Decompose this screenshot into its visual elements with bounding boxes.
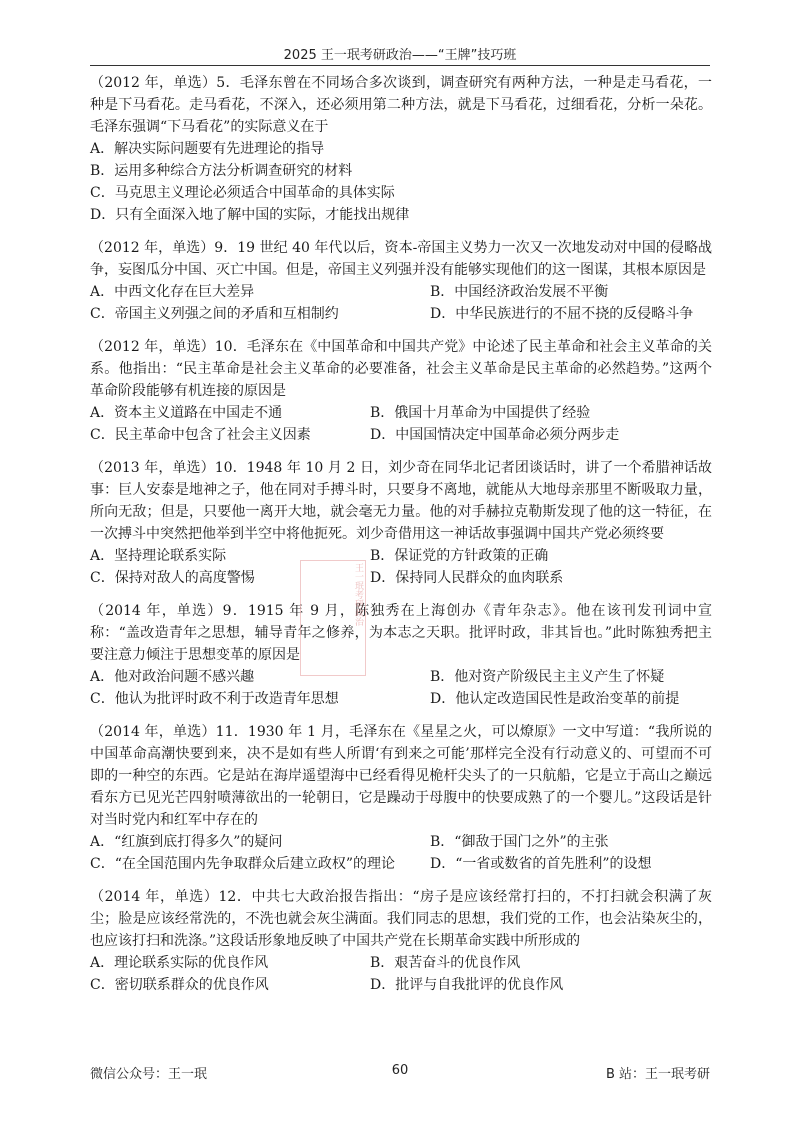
option-b: B．艰苦奋斗的优良作风 (370, 955, 521, 971)
option-b: B．俄国十月革命为中国提供了经验 (370, 405, 591, 421)
question-stem: （2013 年，单选）10．1948 年 10 月 2 日，刘少奇在同华北记者团谈话时，讲了一个希腊神话故事：巨人安泰是地神之子，他在同对手搏斗时，只要身不离地，就能从大地母亲那里不断吸取力量，所向无敌；但是，只要他一离开大地，就会毫无力量。他的对手赫拉克勒斯发现了他的这一特征，在一次搏斗中突然把他举到半空中将他扼死。刘少奇借用这一神话故事强调中国共产党必须终要 (90, 460, 712, 542)
option-a: A．资本主义道路在中国走不通 (90, 405, 283, 421)
option-a: A．坚持理论联系实际 (90, 548, 227, 564)
option-c: C．“在全国范围内先争取群众后建立政权”的理论 (90, 856, 396, 872)
question-1 (90, 72, 712, 226)
option-d: D．他认定改造国民性是政治变革的前提 (430, 691, 680, 707)
option-b: B．保证党的方针政策的正确 (370, 548, 549, 564)
option-b: B．“御敌于国门之外”的主张 (430, 834, 609, 850)
option-d: D．批评与自我批评的优良作风 (370, 977, 564, 993)
watermark-stamp: 王一珉考研政治 (300, 560, 366, 676)
option-d: D．“一省或数省的首先胜利”的设想 (430, 856, 652, 872)
question-stem: （2014 年，单选）9．1915 年 9 月，陈独秀在上海创办《青年杂志》。他在该刊发刊词中宣称：“盖改造青年之思想，辅导青年之修养，为本志之天职。批评时政，非其旨也。”此时陈独秀把主要注意力倾注于思想变革的原因是 (90, 603, 712, 663)
question-6 (90, 721, 712, 875)
option-c: C．帝国主义列强之间的矛盾和互相制约 (90, 306, 339, 322)
page-number: 60 (391, 1063, 409, 1078)
page-footer (90, 1063, 710, 1083)
option-d: D．保持同人民群众的血肉联系 (370, 570, 564, 586)
option-c: C．民主革命中包含了社会主义因素 (90, 427, 311, 443)
question-stem: （2014 年，单选）11．1930 年 1 月，毛泽东在《星星之火，可以燎原》一文中写道：“我所说的中国革命高潮快要到来，决不是如有些人所谓‘有到来之可能’那样完全没有行动意义的、可望而不可即的一种空的东西。它是站在海岸遥望海中已经看得见桅杆尖头了的一只航船，它是立于高山之巅远看东方已见光芒四射喷薄欲出的一轮朝日，它是躁动于母腹中的快要成熟了的一个婴儿。”这段话是针对当时党内和红军中存在的 (90, 724, 712, 828)
option-a: A．理论联系实际的优良作风 (90, 955, 269, 971)
option-a: A．解决实际问题要有先进理论的指导 (90, 141, 325, 157)
options (90, 666, 712, 710)
question-stem: （2012 年，单选）10．毛泽东在《中国革命和中国共产党》中论述了民主革命和社会主义革命的关系。他指出：“民主革命是社会主义革命的必要准备，社会主义革命是民主革命的必然趋势。”这两个革命阶段能够有机连接的原因是 (90, 339, 712, 399)
question-7 (90, 886, 712, 996)
options (90, 831, 712, 875)
question-3 (90, 336, 712, 446)
option-b: B．中国经济政治发展不平衡 (430, 284, 609, 300)
options (90, 545, 712, 589)
option-b: B．运用多种综合方法分析调查研究的材料 (90, 163, 353, 179)
question-2 (90, 237, 712, 325)
footer-bilibili: B 站：王一珉考研 (605, 1067, 710, 1082)
option-c: C．保持对敌人的高度警惕 (90, 570, 255, 586)
option-c: C．密切联系群众的优良作风 (90, 977, 269, 993)
option-a: A．“红旗到底打得多久”的疑问 (90, 834, 283, 850)
option-d: D．中国国情决定中国革命必须分两步走 (370, 427, 620, 443)
header-rule (90, 65, 710, 66)
question-stem: （2012 年，单选）5．毛泽东曾在不同场合多次谈到，调查研究有两种方法，一种是走马看花，一种是下马看花。走马看花，不深入，还必须用第二种方法，就是下马看花，过细看花，分析一朵花。毛泽东强调“下马看花”的实际意义在于 (90, 75, 712, 135)
options (90, 281, 712, 325)
question-5 (90, 600, 712, 710)
options (90, 402, 712, 446)
question-list (90, 72, 712, 1007)
option-d: D．中华民族进行的不屈不挠的反侵略斗争 (430, 306, 694, 322)
question-stem: （2014 年，单选）12．中共七大政治报告指出：“房子是应该经常打扫的，不打扫就会积满了灰尘；脸是应该经常洗的，不洗也就会灰尘满面。我们同志的思想，我们党的工作，也会沾染灰尘的，也应该打扫和洗涤。”这段话形象地反映了中国共产党在长期革命实践中所形成的 (90, 889, 712, 949)
page-header: 2025 王一珉考研政治——“王牌”技巧班 (283, 48, 517, 63)
option-a: A．中西文化存在巨大差异 (90, 284, 255, 300)
footer-wechat: 微信公众号：王一珉 (90, 1067, 208, 1082)
question-4 (90, 457, 712, 589)
option-a: A．他对政治问题不感兴趣 (90, 669, 255, 685)
option-b: B．他对资产阶级民主主义产生了怀疑 (430, 669, 665, 685)
options (90, 952, 712, 996)
option-c: C．他认为批评时政不利于改造青年思想 (90, 691, 339, 707)
question-stem: （2012 年，单选）9．19 世纪 40 年代以后，资本-帝国主义势力一次又一次地发动对中国的侵略战争，妄图瓜分中国、灭亡中国。但是，帝国主义列强并没有能够实现他们的这一图谋，其根本原因是 (90, 240, 712, 278)
option-d: D．只有全面深入地了解中国的实际，才能找出规律 (90, 207, 410, 223)
option-c: C．马克思主义理论必须适合中国革命的具体实际 (90, 185, 395, 201)
options (90, 138, 712, 226)
